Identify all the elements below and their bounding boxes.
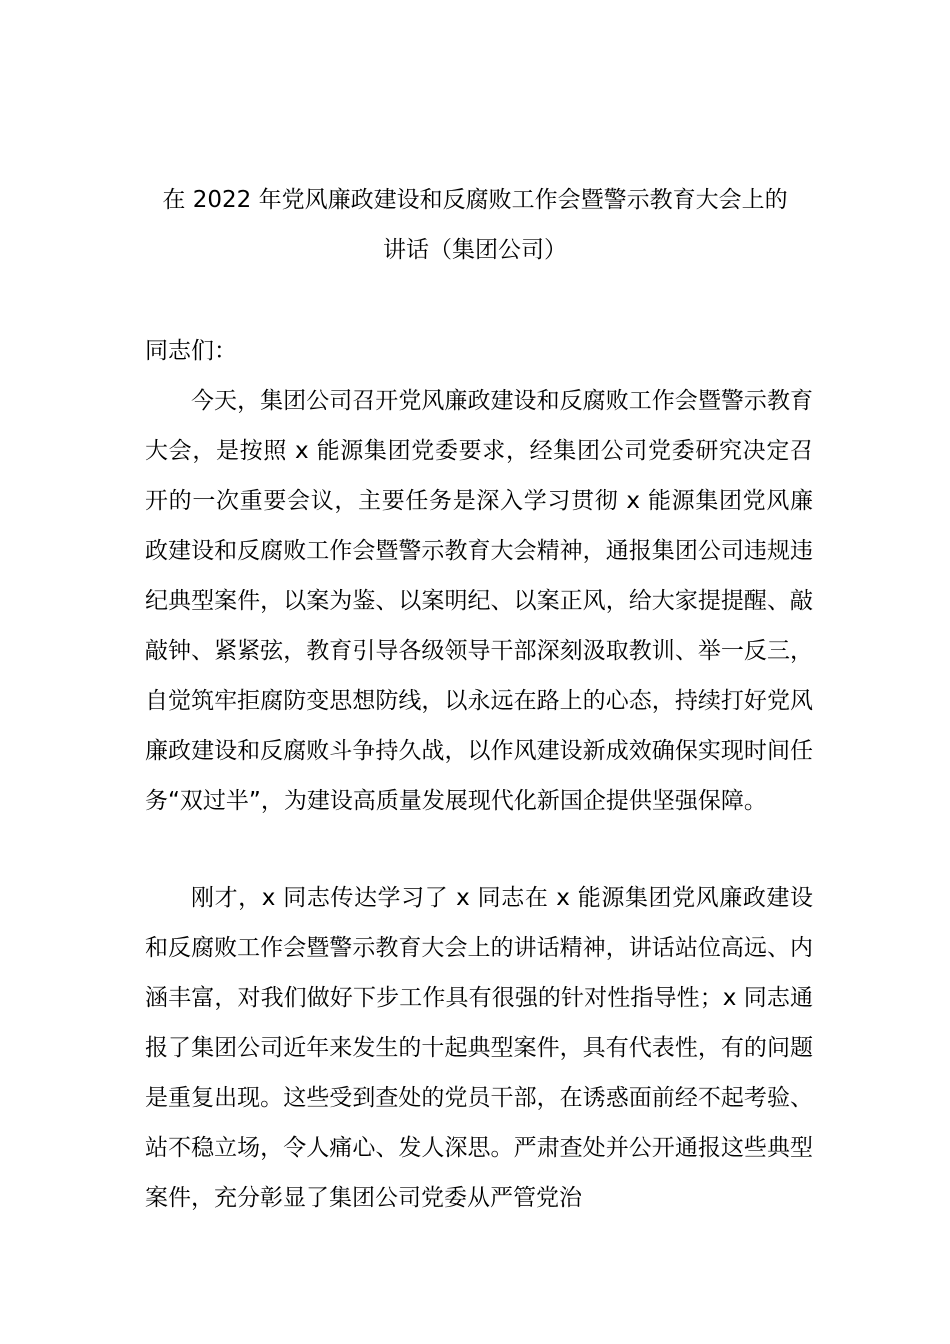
document-title-line-2: 讲话（集团公司） <box>383 237 567 263</box>
document-title-line-1: 在 2022 年党风廉政建设和反腐败工作会暨警示教育大会上的 <box>162 187 788 213</box>
paragraph-2: 刚才，x 同志传达学习了 x 同志在 x 能源集团党风廉政建设和反腐败工作会暨警示教育大会上的讲话精神，讲话站位高远、内涵丰富，对我们做好下步工作具有很强的针对性指导性；x 同志通报了集团公司近年来发生的十起典型案件，具有代表性，有的问题是重复出现。这些受到查处的党员干部，在诱惑面前经不起考验、站不稳立场，令人痛心、发人深思。严肃查处并公开通报这些典型案件，充分彰显了集团公司党委从严管党治 <box>145 885 813 1211</box>
paragraph-1: 今天，集团公司召开党风廉政建设和反腐败工作会暨警示教育大会，是按照 x 能源集团党委要求，经集团公司党委研究决定召开的一次重要会议，主要任务是深入学习贯彻 x 能源集团党风廉政建设和反腐败工作会暨警示教育大会精神，通报集团公司违规违纪典型案件，以案为鉴、以案明纪、以案正风，给大家提提醒、敲敲钟、紧紧弦，教育引导各级领导干部深刻汲取教训、举一反三，自觉筑牢拒腐防变思想防线，以永远在路上的心态，持续打好党风廉政建设和反腐败斗争持久战，以作风建设新成效确保实现时间任务“双过半”，为建设高质量发展现代化新国企提供坚强保障。 <box>145 388 813 814</box>
salutation: 同志们： <box>145 338 237 364</box>
